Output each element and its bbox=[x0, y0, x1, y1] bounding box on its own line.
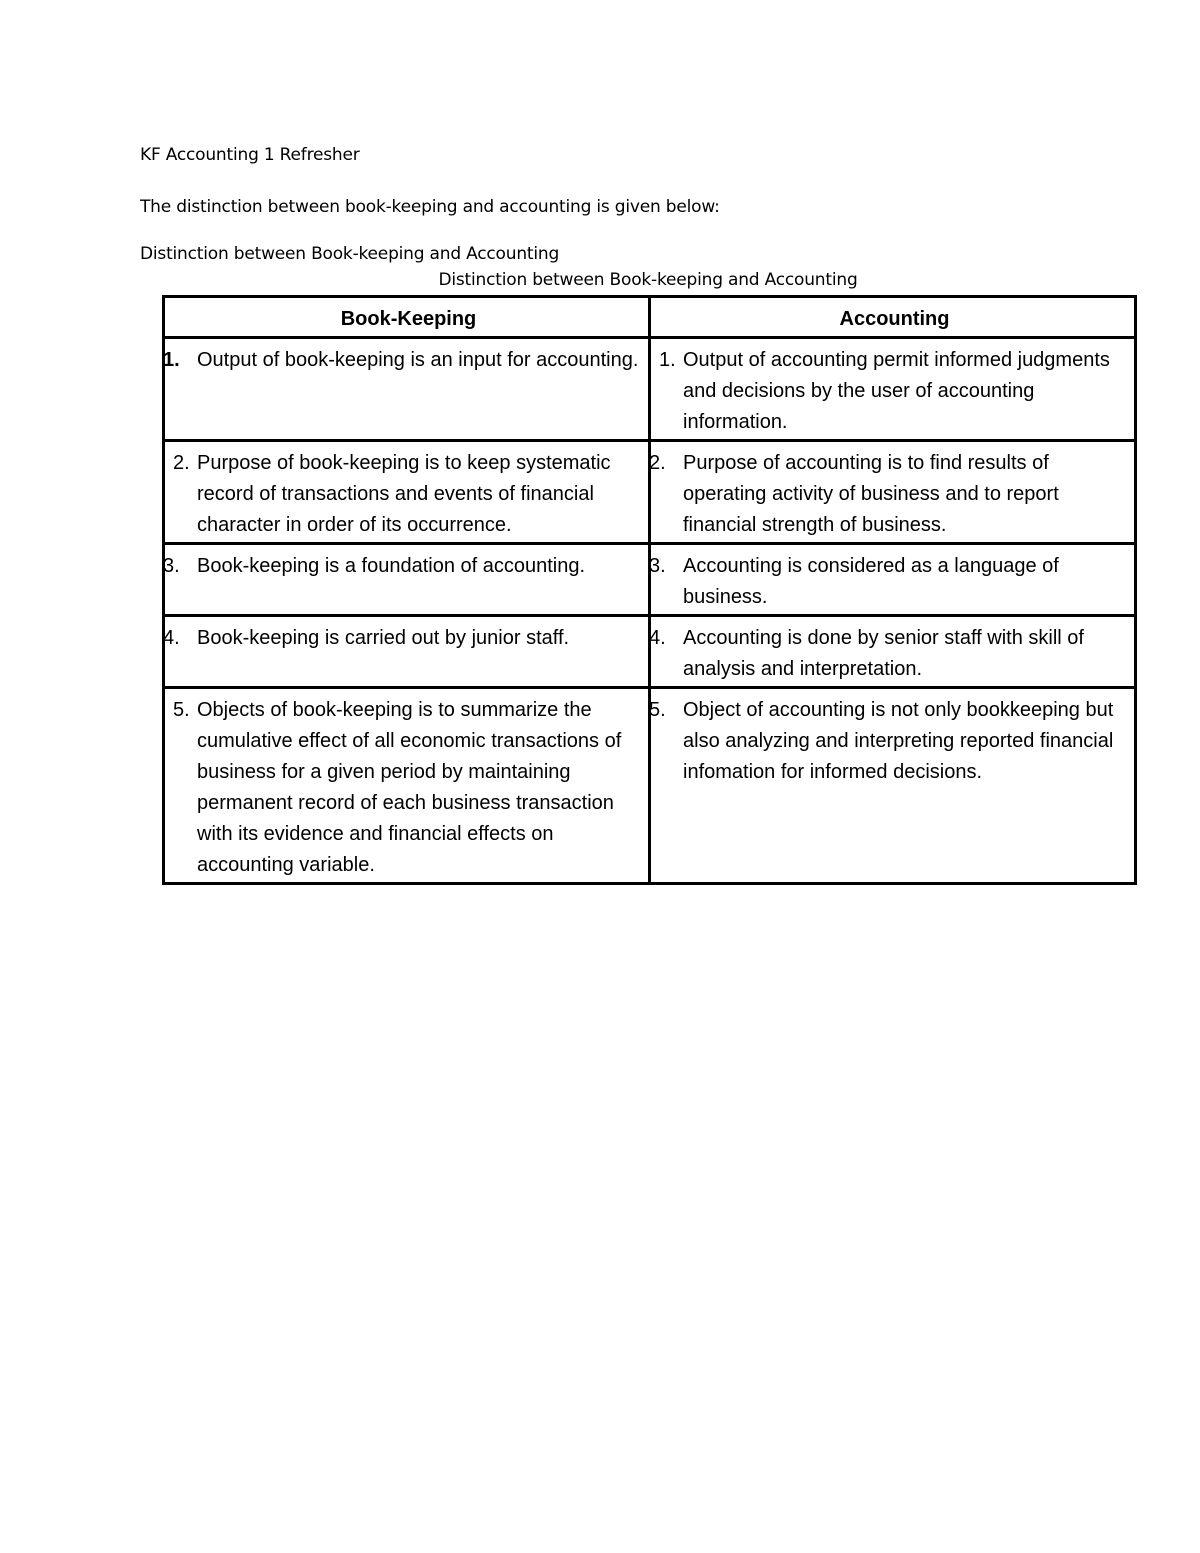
item-text: Book-keeping is a foundation of accounting. bbox=[197, 555, 586, 577]
book-keeping-cell bbox=[164, 338, 650, 441]
item-number: 3. bbox=[163, 555, 180, 577]
item-text: Objects of book-keeping is to summarize the cumulative effect of all economic transactions of business for a given period by maintaining permanent record of each business transaction with its evidence and financial effects on accounting variable. bbox=[197, 699, 622, 876]
accounting-cell bbox=[650, 441, 1136, 544]
table-row bbox=[164, 616, 1136, 688]
item-number: 4. bbox=[163, 627, 180, 649]
table-row bbox=[164, 544, 1136, 616]
book-keeping-cell bbox=[164, 688, 650, 884]
item-text: Output of accounting permit informed judgments and decisions by the user of accounting information. bbox=[683, 349, 1110, 433]
table-row bbox=[164, 688, 1136, 884]
accounting-cell bbox=[650, 338, 1136, 441]
item-number: 1. bbox=[163, 349, 180, 371]
item-text: Purpose of accounting is to find results of operating activity of business and to report financial strength of business. bbox=[683, 452, 1059, 536]
book-keeping-cell bbox=[164, 544, 650, 616]
item-text: Accounting is considered as a language of business. bbox=[683, 555, 1059, 608]
table-caption: Distinction between Book-keeping and Accounting bbox=[438, 270, 858, 290]
table-row bbox=[164, 338, 1136, 441]
section-heading: Distinction between Book-keeping and Accounting bbox=[140, 244, 560, 264]
item-text: Output of book-keeping is an input for accounting. bbox=[197, 349, 639, 371]
item-number: 4. bbox=[649, 627, 666, 649]
item-text: Book-keeping is carried out by junior staff. bbox=[197, 627, 570, 649]
table-row bbox=[164, 441, 1136, 544]
book-keeping-cell bbox=[164, 616, 650, 688]
accounting-cell bbox=[650, 688, 1136, 884]
item-text: Accounting is done by senior staff with skill of analysis and interpretation. bbox=[683, 627, 1084, 680]
header-book-keeping: Book-Keeping bbox=[164, 297, 650, 338]
item-number: 5. bbox=[649, 699, 666, 721]
header-accounting: Accounting bbox=[650, 297, 1136, 338]
item-text: Purpose of book-keeping is to keep systematic record of transactions and events of financial character in order of its occurrence. bbox=[197, 452, 611, 536]
table-header-row bbox=[164, 297, 1136, 338]
item-number: 2. bbox=[173, 452, 190, 474]
accounting-cell bbox=[650, 616, 1136, 688]
item-number: 3. bbox=[649, 555, 666, 577]
item-text: Object of accounting is not only bookkeeping but also analyzing and interpreting reported financial infomation for informed decisions. bbox=[683, 699, 1114, 783]
accounting-cell bbox=[650, 544, 1136, 616]
item-number: 2. bbox=[649, 452, 666, 474]
book-keeping-cell bbox=[164, 441, 650, 544]
document-title: KF Accounting 1 Refresher bbox=[140, 145, 360, 165]
comparison-table bbox=[162, 295, 1137, 885]
item-number: 5. bbox=[173, 699, 190, 721]
item-number: 1. bbox=[659, 349, 676, 371]
intro-paragraph: The distinction between book-keeping and accounting is given below: bbox=[140, 197, 720, 217]
